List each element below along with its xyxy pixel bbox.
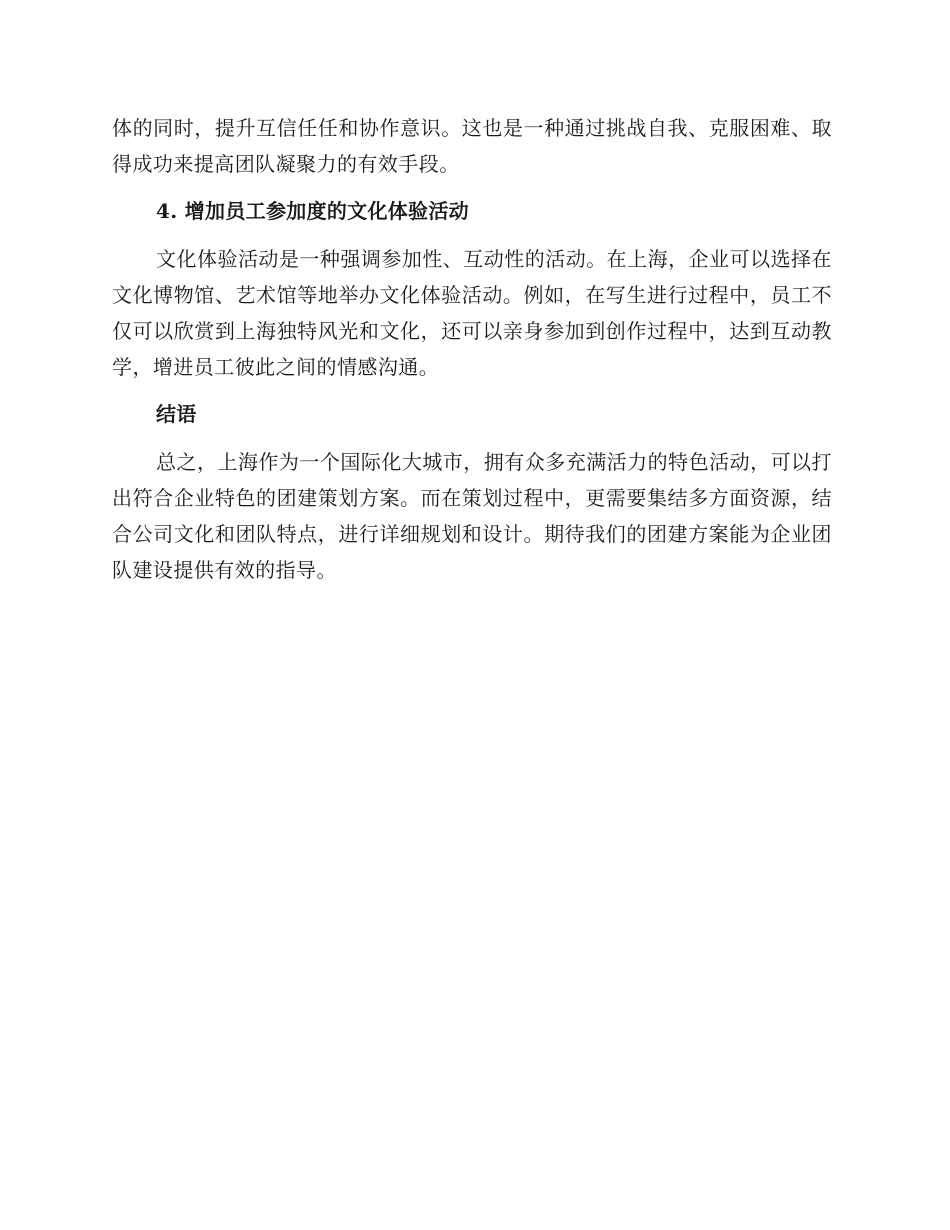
spacer <box>112 385 832 396</box>
paragraph-conclusion: 总之，上海作为一个国际化大城市，拥有众多充满活力的特色活动，可以打出符合企业特色的团建策划方案。而在策划过程中，更需要集结多方面资源，结合公司文化和团队特点，进行详细规划和设计。期待我们的团建方案能为企业团队建设提供有效的指导。 <box>112 450 832 582</box>
document-content <box>112 110 832 588</box>
paragraph-section-4: 文化体验活动是一种强调参加性、互动性的活动。在上海，企业可以选择在文化博物馆、艺术馆等地举办文化体验活动。例如，在写生进行过程中，员工不仅可以欣赏到上海独特风光和文化，还可以亲身参加到创作过程中，达到互动教学，增进员工彼此之间的情感沟通。 <box>112 247 832 379</box>
section-heading-4: 4. 增加员工参加度的文化体验活动 <box>156 199 469 223</box>
spacer <box>112 182 832 193</box>
spacer <box>112 432 832 444</box>
spacer <box>112 229 832 241</box>
paragraph-continuation: 体的同时，提升互信任任和协作意识。这也是一种通过挑战自我、克服困难、取得成功来提高团队凝聚力的有效手段。 <box>112 116 832 176</box>
section-heading-conclusion: 结语 <box>156 402 197 426</box>
